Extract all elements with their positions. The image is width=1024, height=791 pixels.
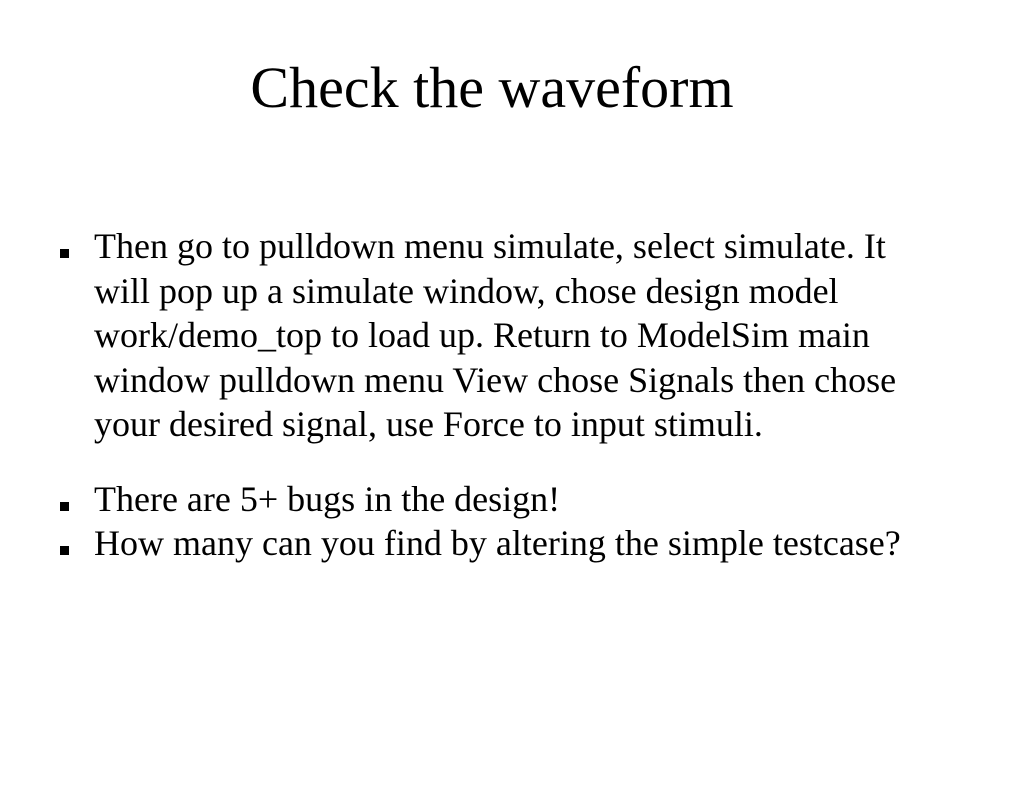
square-bullet-icon xyxy=(60,249,69,258)
bullet-text: How many can you find by altering the simple testcase? xyxy=(94,523,901,563)
slide-title: Check the waveform xyxy=(250,55,734,120)
bullet-text: Then go to pulldown menu simulate, select simulate. It will pop up a simulate window, chose design model work/demo_top to load up. Return to ModelSim main window pulldown menu View chose Signals then chose your desired signal, use Force to input stimuli. xyxy=(94,226,897,444)
bullet-item xyxy=(60,224,940,447)
bullet-item xyxy=(60,477,940,522)
square-bullet-icon xyxy=(60,502,69,511)
square-bullet-icon xyxy=(60,546,69,555)
bullet-item xyxy=(60,521,940,566)
bullet-text: There are 5+ bugs in the design! xyxy=(94,478,561,519)
bullet-list xyxy=(60,224,940,566)
